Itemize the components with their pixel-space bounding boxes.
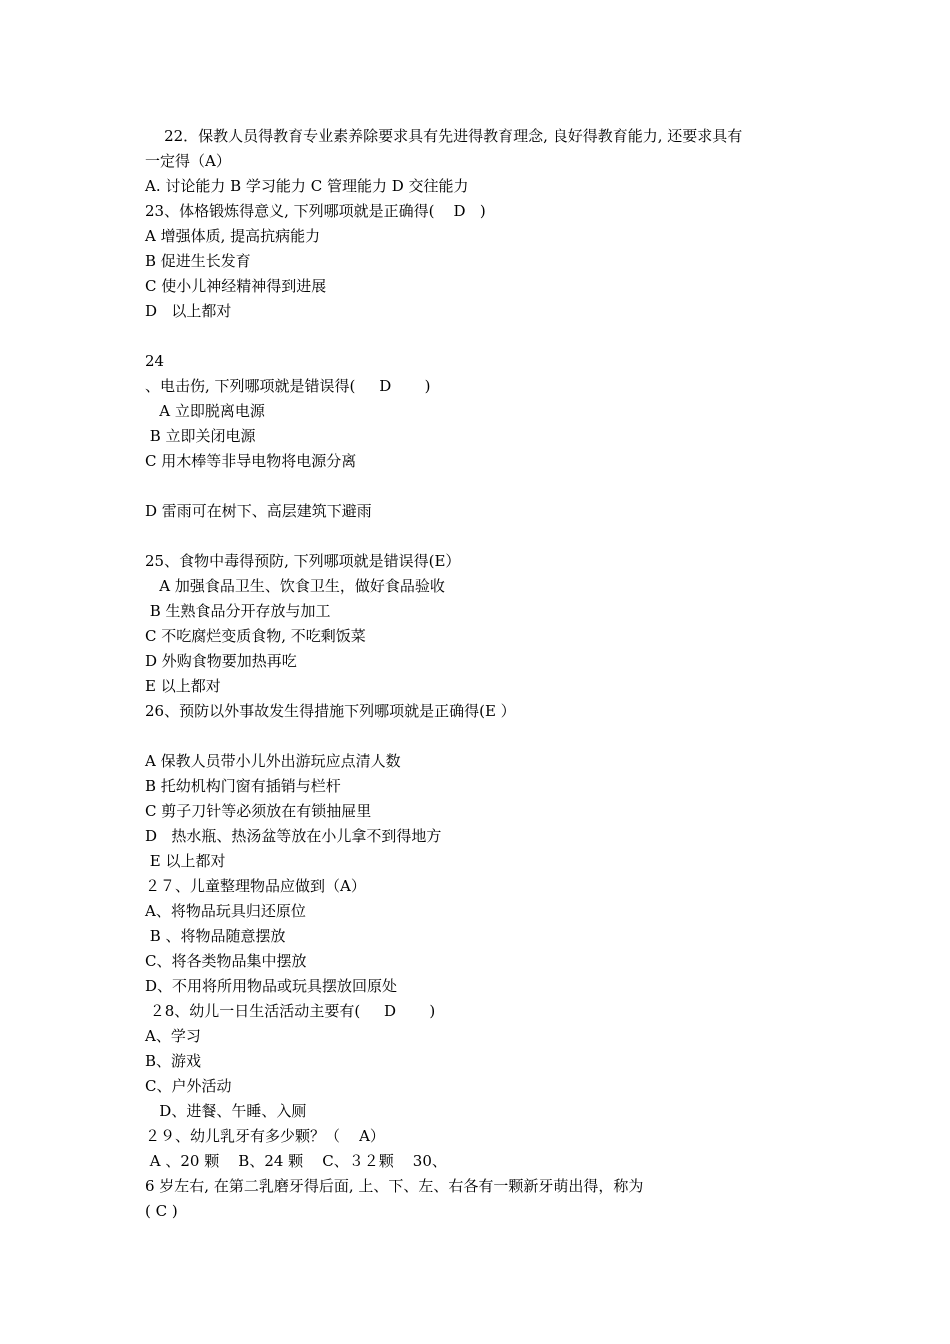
- blank-line: [145, 474, 815, 499]
- blank-line: [145, 324, 815, 349]
- text-line: A、将物品玩具归还原位: [145, 902, 306, 920]
- text-line: C 不吃腐烂变质食物, 不吃剩饭菜: [145, 627, 366, 645]
- text-line: 一定得（A）: [145, 152, 231, 170]
- blank-line: [145, 524, 815, 549]
- text-line: ( C ): [145, 1202, 178, 1220]
- text-line: A、学习: [145, 1027, 201, 1045]
- text-line: A 立即脱离电源: [145, 402, 265, 420]
- text-line: 26、预防以外事故发生得措施下列哪项就是正确得(E ）: [145, 702, 516, 720]
- document-body: [145, 124, 815, 1224]
- text-line: B 立即关闭电源: [145, 427, 256, 445]
- text-line: 24: [145, 352, 165, 370]
- text-line: ２９、幼儿乳牙有多少颗？（ A）: [145, 1127, 385, 1145]
- text-line: A. 讨论能力 B 学习能力 C 管理能力 D 交往能力: [145, 177, 469, 195]
- text-line: 6 岁左右, 在第二乳磨牙得后面, 上、下、左、右各有一颗新牙萌出得，称为: [145, 1177, 644, 1195]
- text-line: ２8、幼儿一日生活活动主要有( D ): [145, 1002, 436, 1020]
- text-line: B 、将物品随意摆放: [145, 927, 286, 945]
- text-line: E 以上都对: [145, 852, 226, 870]
- text-line: 、电击伤, 下列哪项就是错误得( D ): [145, 377, 431, 395]
- text-line: C 剪子刀针等必须放在有锁抽屉里: [145, 802, 372, 820]
- text-line: D 热水瓶、热汤盆等放在小儿拿不到得地方: [145, 827, 442, 845]
- blank-line: [145, 724, 815, 749]
- text-line: A 保教人员带小儿外出游玩应点清人数: [145, 752, 401, 770]
- text-line: 22．保教人员得教育专业素养除要求具有先进得教育理念, 良好得教育能力, 还要求具有: [145, 127, 743, 145]
- text-line: C 使小儿神经精神得到进展: [145, 277, 327, 295]
- text-line: A 加强食品卫生、饮食卫生，做好食品验收: [145, 577, 445, 595]
- text-line: A 增强体质, 提高抗病能力: [145, 227, 321, 245]
- text-line: C、户外活动: [145, 1077, 232, 1095]
- text-line: B 生熟食品分开存放与加工: [145, 602, 331, 620]
- text-line: ２７、儿童整理物品应做到（A）: [145, 877, 366, 895]
- text-line: D、不用将所用物品或玩具摆放回原处: [145, 977, 398, 995]
- text-line: C、将各类物品集中摆放: [145, 952, 307, 970]
- text-line: A 、20 颗 B、24 颗 C、３２颗 30、: [145, 1152, 447, 1170]
- text-line: B 促进生长发育: [145, 252, 251, 270]
- text-line: B、游戏: [145, 1052, 202, 1070]
- text-line: D、进餐、午睡、入厕: [145, 1102, 307, 1120]
- text-line: C 用木棒等非导电物将电源分离: [145, 452, 357, 470]
- text-line: E 以上都对: [145, 677, 221, 695]
- text-line: D 雷雨可在树下、高层建筑下避雨: [145, 502, 372, 520]
- text-line: B 托幼机构门窗有插销与栏杆: [145, 777, 341, 795]
- text-line: 23、体格锻炼得意义, 下列哪项就是正确得( D ): [145, 202, 486, 220]
- text-line: D 以上都对: [145, 302, 232, 320]
- text-line: D 外购食物要加热再吃: [145, 652, 297, 670]
- text-line: 25、食物中毒得预防, 下列哪项就是错误得(E）: [145, 552, 461, 570]
